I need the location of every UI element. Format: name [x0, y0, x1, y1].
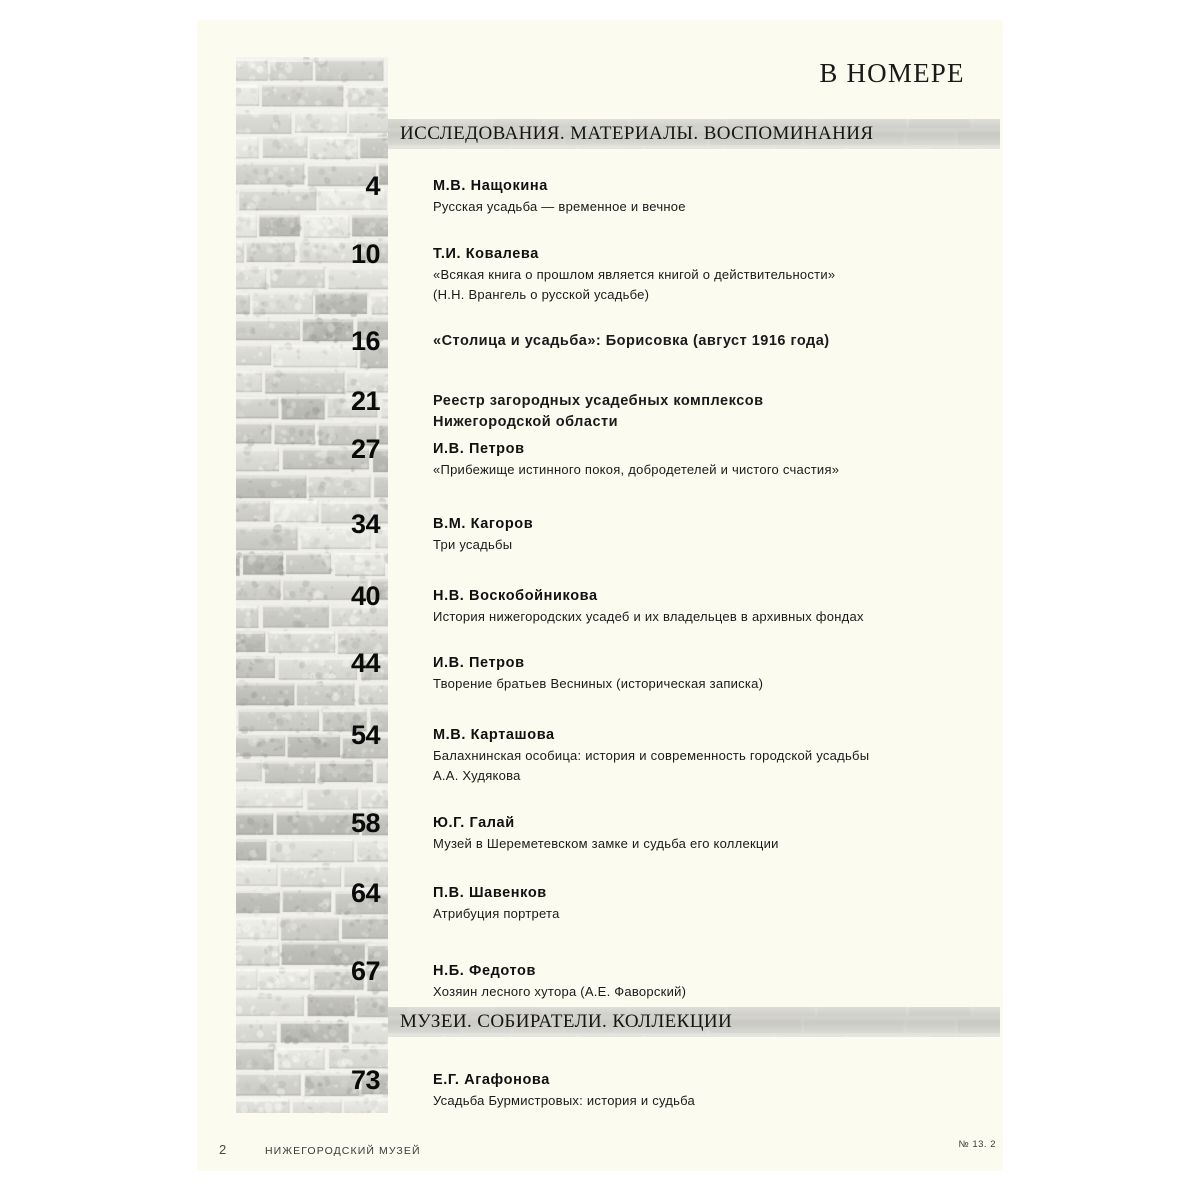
section-header-research: [388, 119, 1000, 149]
footer-page-number: 2: [219, 1142, 227, 1157]
entry-page-number: 21: [350, 386, 380, 416]
contents-entry: [433, 883, 1003, 924]
section-header-museums: [388, 1007, 1000, 1037]
entry-title-line: (Н.Н. Врангель о русской усадьбе): [433, 287, 650, 302]
entry-author: Н.Б. Федотов: [433, 963, 537, 979]
entry-author: П.В. Шавенков: [433, 885, 547, 901]
contents-entry: [433, 725, 1003, 786]
entry-title-line: Атрибуция портрета: [433, 906, 560, 921]
entry-title-line: «Прибежище истинного покоя, добродетелей и чистого счастия»: [433, 462, 840, 477]
entry-page-number: 73: [350, 1065, 380, 1095]
entry-page-number: 44: [350, 648, 380, 678]
footer-issue-number: № 13. 2: [958, 1139, 996, 1150]
contents-entry: [433, 176, 1003, 217]
entry-page-number: 58: [350, 808, 380, 838]
entry-author: Е.Г. Агафонова: [433, 1072, 550, 1088]
entry-title-line: История нижегородских усадеб и их владельцев в архивных фондах: [433, 609, 864, 624]
contents-entry: [433, 514, 1003, 555]
page-title: В НОМЕРЕ: [819, 58, 965, 88]
contents-entry: [433, 439, 1003, 480]
entry-author: И.В. Петров: [433, 655, 525, 671]
contents-entry: [433, 961, 1003, 1002]
entry-title-line: Русская усадьба — временное и вечное: [433, 199, 686, 214]
entry-title-line: «Всякая книга о прошлом является книгой о действительности»: [433, 267, 836, 282]
entry-page-number: 34: [350, 509, 380, 539]
entry-page-number: 4: [365, 171, 380, 201]
entry-author: И.В. Петров: [433, 441, 525, 457]
contents-entry: [433, 653, 1003, 694]
entry-title-line: Три усадьбы: [433, 537, 513, 552]
contents-entry: [433, 813, 1003, 854]
entry-title-line: Балахнинская особица: история и современность городской усадьбы: [433, 748, 870, 763]
entry-author: В.М. Кагоров: [433, 516, 534, 532]
section-header-label: МУЗЕИ. СОБИРАТЕЛИ. КОЛЛЕКЦИИ: [400, 1011, 733, 1032]
entry-title-line: Реестр загородных усадебных комплексов: [433, 393, 764, 409]
document-page: [197, 20, 1003, 1171]
section-header-label: ИССЛЕДОВАНИЯ. МАТЕРИАЛЫ. ВОСПОМИНАНИЯ: [400, 123, 874, 144]
contents-entry: [433, 586, 1003, 627]
entry-title-line: Музей в Шереметевском замке и судьба его коллекции: [433, 836, 779, 851]
entry-author: Т.И. Ковалева: [433, 246, 539, 262]
entry-page-number: 40: [350, 581, 380, 611]
entry-page-number: 64: [350, 878, 380, 908]
contents-entry: [433, 244, 1003, 305]
entry-author: Ю.Г. Галай: [433, 815, 515, 831]
contents-entry: [433, 1070, 1003, 1111]
entry-page-number: 67: [350, 956, 380, 986]
entry-page-number: 16: [350, 326, 380, 356]
entry-title-line: Нижегородской области: [433, 414, 619, 430]
entry-page-number: 54: [350, 720, 380, 750]
entry-title-line: «Столица и усадьба»: Борисовка (август 1916 года): [433, 333, 830, 349]
entry-title-line: Усадьба Бурмистровых: история и судьба: [433, 1093, 696, 1108]
entry-author: М.В. Карташова: [433, 727, 555, 743]
entry-page-number: 10: [350, 239, 380, 269]
entry-title-line: Творение братьев Весниных (историческая записка): [433, 676, 764, 691]
contents-entry: [433, 391, 1003, 433]
entry-title-line: А.А. Худякова: [433, 768, 521, 783]
entry-title-line: Хозяин лесного хутора (А.Е. Фаворский): [433, 984, 687, 999]
entry-author: М.В. Нащокина: [433, 178, 548, 194]
entry-page-number: 27: [350, 434, 380, 464]
entry-author: Н.В. Воскобойникова: [433, 588, 598, 604]
contents-entry: [433, 331, 1003, 352]
footer-journal-name: НИЖЕГОРОДСКИЙ МУЗЕЙ: [265, 1145, 421, 1157]
